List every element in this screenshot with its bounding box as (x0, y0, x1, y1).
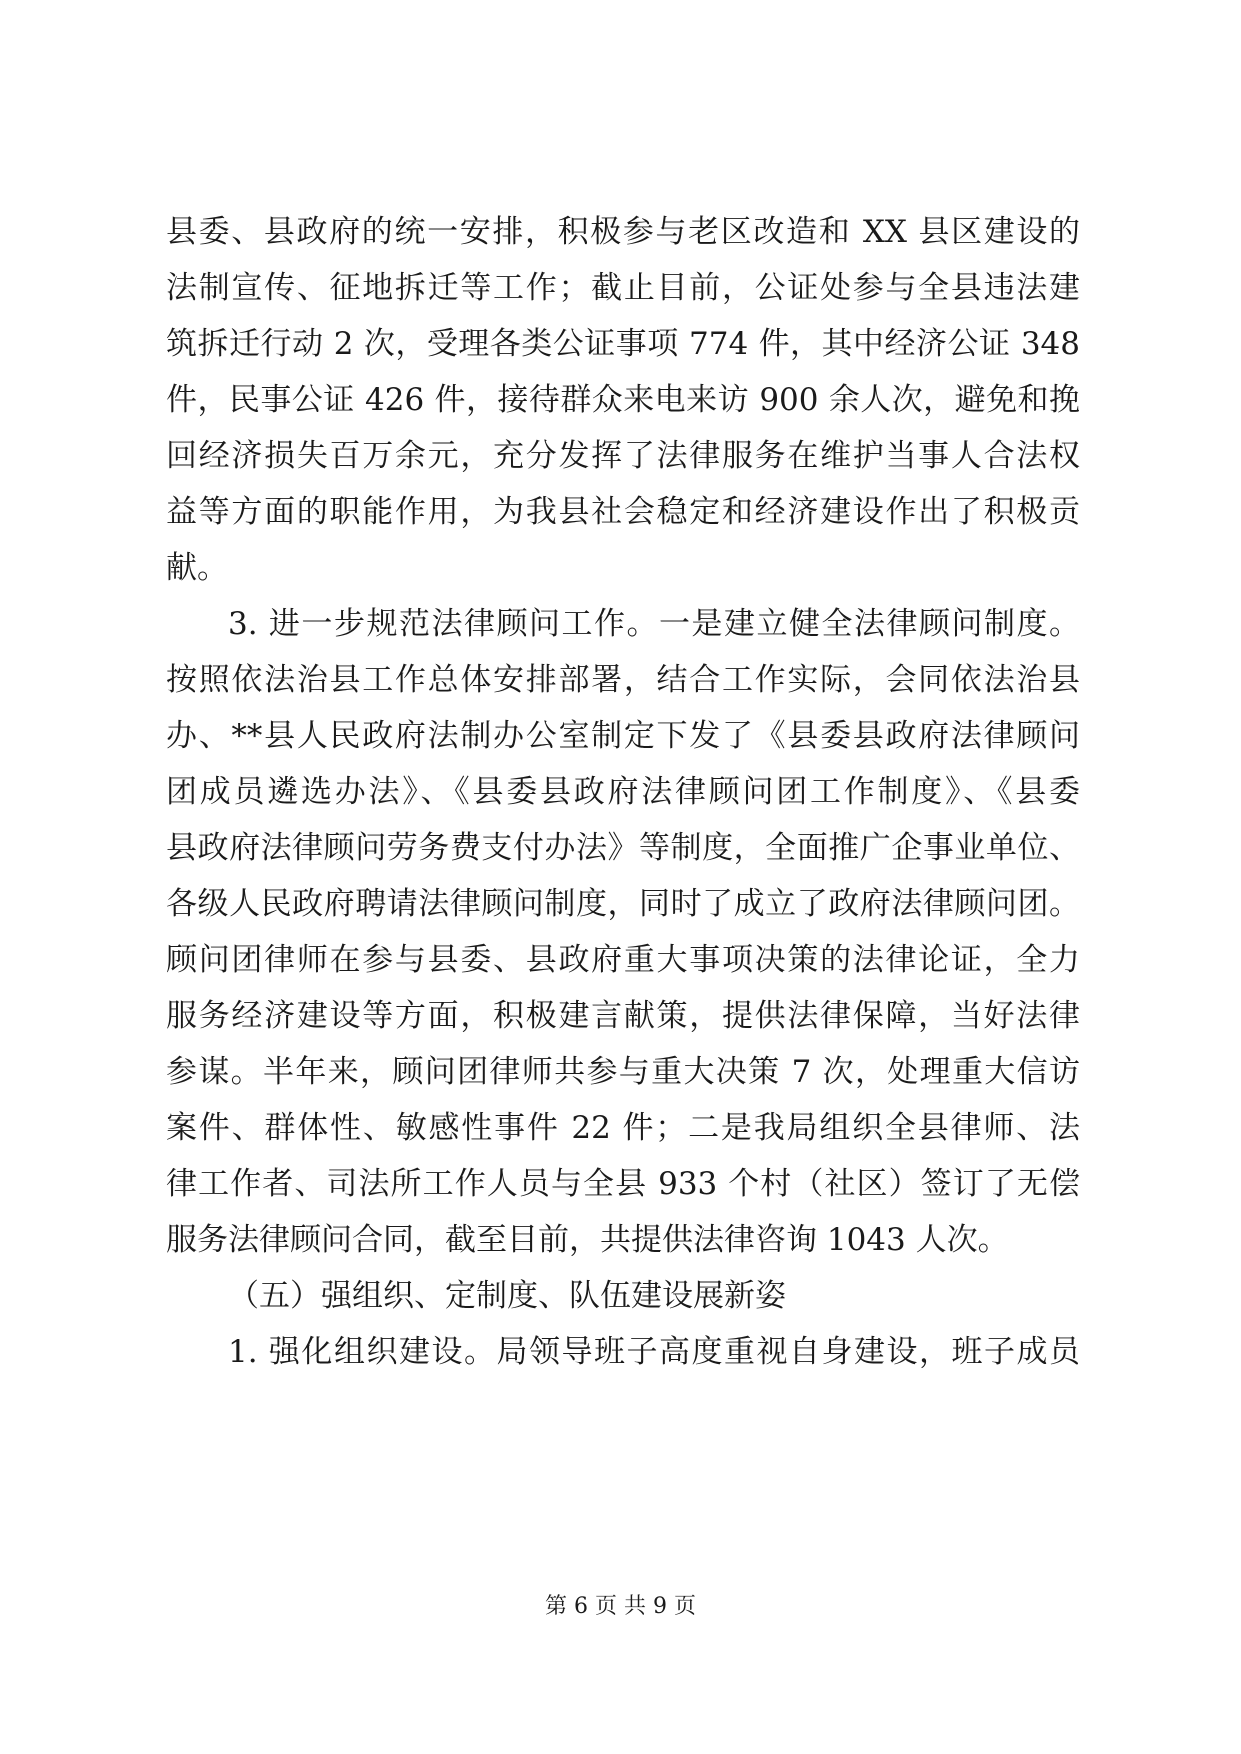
body-line-11: 团成员遴选办法》、《县委县政府法律顾问团工作制度》、《县委 (166, 774, 1080, 810)
body-line-4: 件，民事公证 426 件，接待群众来电来访 900 余人次，避免和挽 (166, 382, 1080, 418)
body-line-8: 3. 进一步规范法律顾问工作。一是建立健全法律顾问制度。 (228, 606, 1080, 642)
body-line-18: 律工作者、司法所工作人员与全县 933 个村（社区）签订了无偿 (166, 1166, 1080, 1202)
body-line-6: 益等方面的职能作用，为我县社会稳定和经济建设作出了积极贡 (166, 494, 1080, 530)
body-line-9: 按照依法治县工作总体安排部署，结合工作实际，会同依法治县 (166, 662, 1080, 698)
body-line-10: 办、**县人民政府法制办公室制定下发了《县委县政府法律顾问 (166, 718, 1080, 754)
body-line-17: 案件、群体性、敏感性事件 22 件；二是我局组织全县律师、法 (166, 1110, 1080, 1146)
body-line-5: 回经济损失百万余元，充分发挥了法律服务在维护当事人合法权 (166, 438, 1080, 474)
body-line-3: 筑拆迁行动 2 次，受理各类公证事项 774 件，其中经济公证 348 (166, 326, 1080, 362)
body-line-15: 服务经济建设等方面，积极建言献策，提供法律保障，当好法律 (166, 998, 1080, 1034)
body-line-19: 服务法律顾问合同，截至目前，共提供法律咨询 1043 人次。 (166, 1222, 1009, 1258)
body-line-7: 献。 (166, 550, 228, 586)
body-line-21: 1. 强化组织建设。局领导班子高度重视自身建设，班子成员 (228, 1334, 1080, 1370)
body-line-13: 各级人民政府聘请法律顾问制度，同时了成立了政府法律顾问团。 (166, 886, 1080, 922)
body-line-16: 参谋。半年来，顾问团律师共参与重大决策 7 次，处理重大信访 (166, 1054, 1080, 1090)
page-number-footer: 第 6 页 共 9 页 (545, 1594, 696, 1619)
body-line-2: 法制宣传、征地拆迁等工作；截止目前，公证处参与全县违法建 (166, 270, 1080, 306)
section-heading: （五）强组织、定制度、队伍建设展新姿 (228, 1278, 786, 1314)
body-line-1: 县委、县政府的统一安排，积极参与老区改造和 XX 县区建设的 (166, 214, 1080, 250)
body-line-14: 顾问团律师在参与县委、县政府重大事项决策的法律论证，全力 (166, 942, 1080, 978)
body-line-12: 县政府法律顾问劳务费支付办法》等制度，全面推广企事业单位、 (166, 830, 1080, 866)
